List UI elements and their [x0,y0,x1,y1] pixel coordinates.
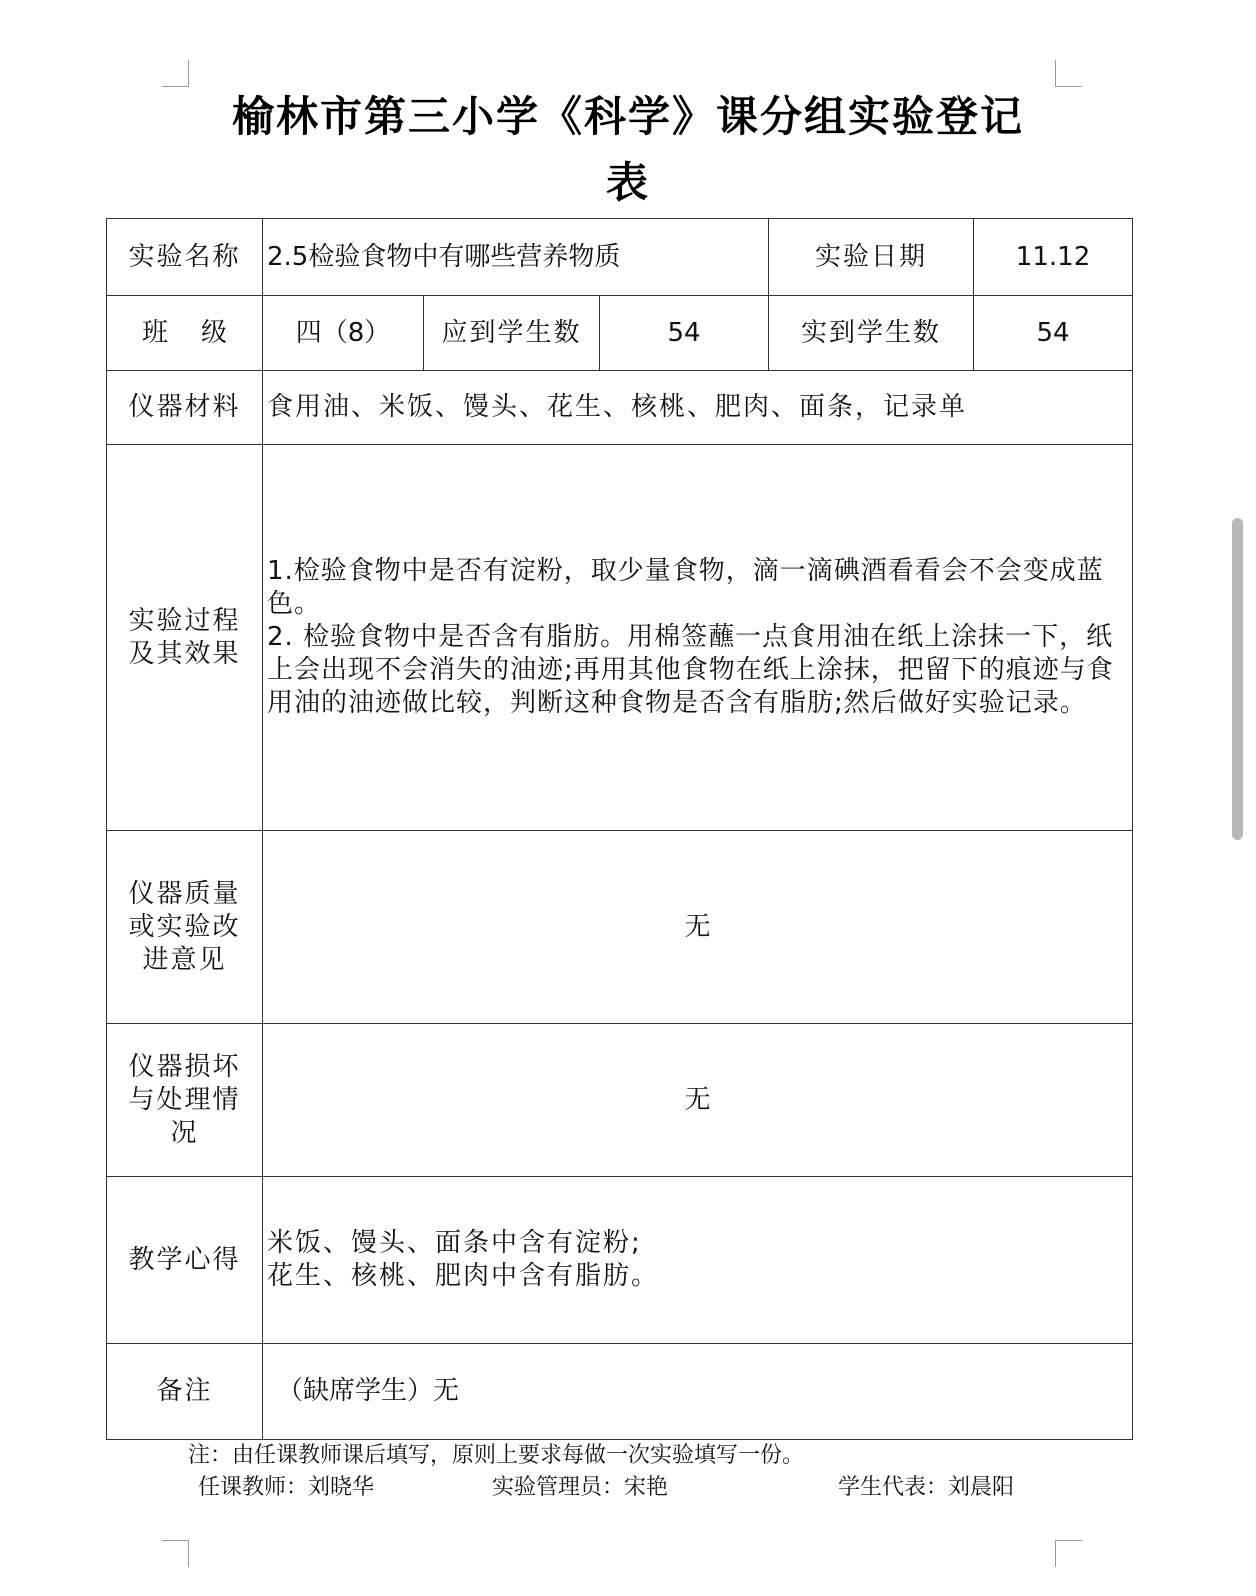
table-row [107,1344,1133,1440]
experiment-name-value: 2.5检验食物中有哪些营养物质 [263,219,769,296]
remarks-label: 备注 [107,1344,263,1440]
experiment-name-label: 实验名称 [107,219,263,296]
table-row [107,831,1133,1024]
teacher-signature: 任课教师：刘晓华 [198,1475,375,1500]
remarks-value: （缺席学生）无 [263,1344,1133,1440]
teaching-reflection-value [263,1177,1133,1344]
vertical-scrollbar[interactable] [1232,518,1243,840]
page-corner-mark-bottom-left [162,1540,189,1567]
experiment-record-table [106,218,1133,1440]
table-row [107,219,1133,296]
student-rep-signature: 学生代表：刘晨阳 [838,1475,1015,1500]
document-title: 榆林市第三小学《科学》课分组实验登记 [231,92,1024,141]
actual-students-label: 实到学生数 [769,296,974,371]
reflection-line-2: 花生、核桃、肥肉中含有脂肪。 [267,1261,660,1291]
table-row [107,296,1133,371]
expected-students-value: 54 [600,296,769,371]
table-row [107,445,1133,831]
document-title-continued: 表 [605,158,650,207]
footer-note: 注：由任课教师课后填写，原则上要求每做一次实验填写一份。 [188,1443,805,1468]
table-row [107,371,1133,445]
page-corner-mark-bottom-right [1055,1540,1082,1567]
equipment-damage-label: 仪器损坏与处理情况 [107,1024,263,1177]
process-value [263,445,1133,831]
materials-value: 食用油、米饭、馒头、花生、核桃、肥肉、面条，记录单 [263,371,1133,445]
class-label: 班 级 [107,296,263,371]
expected-students-label: 应到学生数 [424,296,600,371]
equipment-quality-label: 仪器质量或实验改进意见 [107,831,263,1024]
experiment-date-value: 11.12 [974,219,1133,296]
equipment-quality-value: 无 [263,831,1133,1024]
materials-label: 仪器材料 [107,371,263,445]
process-step-1: 1.检验食物中是否有淀粉，取少量食物，滴一滴碘酒看看会不会变成蓝色。 [267,556,1104,619]
reflection-line-1: 米饭、馒头、面条中含有淀粉; [267,1228,642,1258]
class-value: 四（8） [263,296,424,371]
actual-students-value: 54 [974,296,1133,371]
experiment-date-label: 实验日期 [769,219,974,296]
process-label: 实验过程及其效果 [107,445,263,831]
lab-admin-signature: 实验管理员：宋艳 [492,1475,669,1500]
page-corner-mark-top-right [1055,60,1082,87]
equipment-damage-value: 无 [263,1024,1133,1177]
table-row [107,1177,1133,1344]
teaching-reflection-label: 教学心得 [107,1177,263,1344]
page-corner-mark-top-left [162,60,189,87]
process-step-2: 2. 检验食物中是否含有脂肪。用棉签蘸一点食用油在纸上涂抹一下，纸上会出现不会消失的油迹;再用其他食物在纸上涂抹，把留下的痕迹与食用油的油迹做比较，判断这种食物是否含有脂肪;然后做好实验记录。 [267,622,1114,718]
table-row [107,1024,1133,1177]
